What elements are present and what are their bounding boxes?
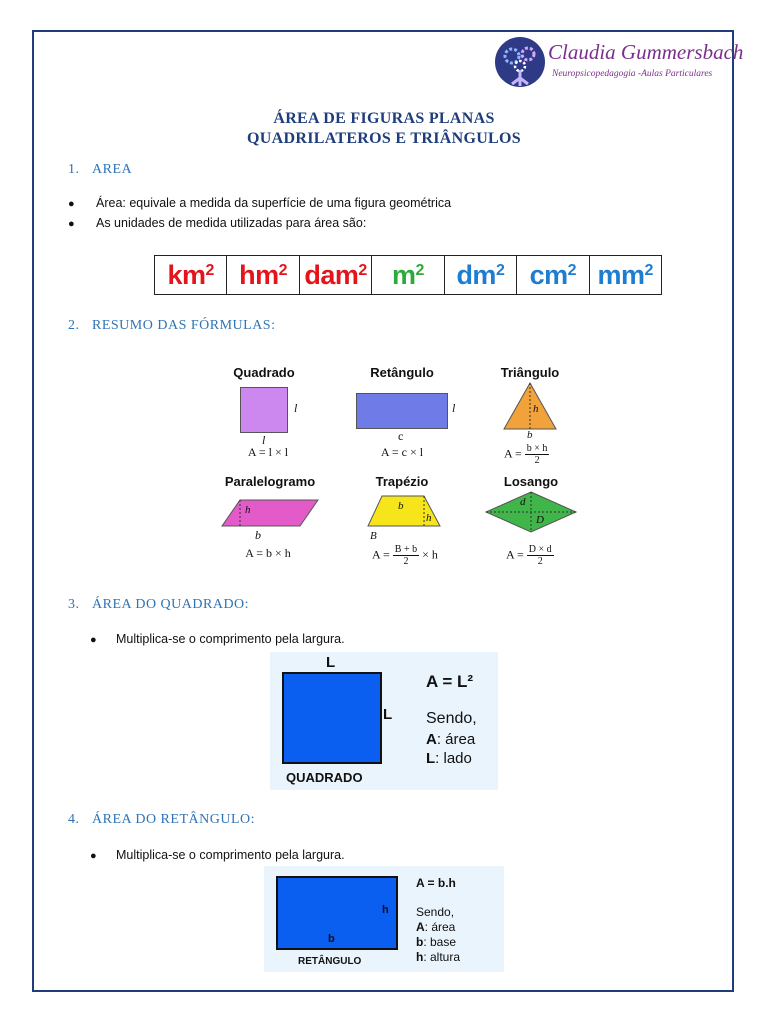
bullet-area-units: ● As unidades de medida utilizadas para área são: xyxy=(68,216,367,230)
unit-hm2: hm $^2$ xyxy=(227,256,299,294)
quadrado-label: Quadrado xyxy=(233,365,295,380)
triangulo-formula: A = $\frac{b \times h}{2}$ xyxy=(504,443,548,466)
section-4-heading: 4. ÁREA DO RETÂNGULO: xyxy=(68,812,255,827)
triangulo-shape xyxy=(500,381,560,431)
quadrado-side-label: l xyxy=(294,401,298,415)
quadrado-def-a: A: área xyxy=(426,731,476,748)
losango-d-label: d xyxy=(520,496,526,508)
losango-shape xyxy=(484,490,578,534)
retangulo-bottom-label: c xyxy=(398,429,404,443)
unit-cm2: cm $^2$ xyxy=(517,256,589,294)
unit-m2: m $^2$ xyxy=(372,256,444,294)
logo xyxy=(494,36,744,92)
retangulo-caption: RETÂNGULO xyxy=(298,956,362,967)
unit-dam2: dam $^2$ xyxy=(300,256,372,294)
trapezio-shape xyxy=(364,494,444,528)
units-table xyxy=(154,255,662,295)
formula-trapezio xyxy=(362,474,466,570)
retangulo-def-h: h: altura xyxy=(416,950,461,964)
formula-retangulo xyxy=(350,365,470,465)
bullet-quadrado: ● Multiplica-se o comprimento pela largura. xyxy=(90,632,345,646)
quadrado-shape xyxy=(240,387,288,433)
section-2-heading: 2. RESUMO DAS FÓRMULAS: xyxy=(68,318,276,333)
retangulo-def-b: b: base xyxy=(416,935,457,949)
retangulo-label: Retângulo xyxy=(370,365,434,380)
quadrado-side-label-large: L xyxy=(383,706,393,723)
triangulo-bottom-label: b xyxy=(527,429,533,441)
unit-km2: km $^2$ xyxy=(155,256,227,294)
retangulo-side-label: l xyxy=(452,401,456,415)
losango-label: Losango xyxy=(503,474,559,489)
losango-D-label: D xyxy=(536,514,544,526)
unit-dm2: dm $^2$ xyxy=(445,256,517,294)
formula-quadrado xyxy=(214,365,324,465)
triangulo-label: Triângulo xyxy=(500,365,560,380)
bullet-area-definition: ● Área: equivale a medida da superfície de uma figura geométrica xyxy=(68,196,452,210)
quadrado-def-l: L: lado xyxy=(426,750,472,767)
tree-logo-icon xyxy=(494,36,546,92)
trapezio-top-label: b xyxy=(398,500,404,512)
retangulo-formula: A = c × l xyxy=(380,445,424,459)
logo-tagline: Neuropsicopedagogia -Aulas Particulares xyxy=(552,69,713,79)
retangulo-diagram xyxy=(264,866,504,972)
formula-triangulo xyxy=(490,365,580,465)
unit-mm2: mm $^2$ xyxy=(597,259,653,290)
paralelogramo-bottom-label: b xyxy=(255,528,261,542)
quadrado-bottom-label: l xyxy=(262,433,266,447)
paralelogramo-label: Paralelogramo xyxy=(224,474,316,489)
retangulo-sendo: Sendo, xyxy=(416,905,455,919)
retangulo-base-label: b xyxy=(328,933,335,945)
paralelogramo-height-label: h xyxy=(245,504,251,516)
page-title-line1: ÁREA DE FIGURAS PLANAS xyxy=(273,110,495,127)
quadrado-diagram-shape xyxy=(282,672,382,764)
formula-paralelogramo xyxy=(210,474,334,570)
paralelogramo-formula: A = b × h xyxy=(245,546,291,560)
trapezio-height-label: h xyxy=(426,512,432,524)
bullet-retangulo: ● Multiplica-se o comprimento pela largura. xyxy=(90,848,345,862)
retangulo-diagram-shape xyxy=(276,876,398,950)
losango-formula: A = $\frac{D \times d}{2}$ xyxy=(506,544,552,567)
retangulo-area-formula: A = b.h xyxy=(416,876,456,890)
quadrado-formula: A = l × l xyxy=(247,445,289,459)
section-1-heading: 1. AREA xyxy=(68,162,133,177)
quadrado-diagram xyxy=(270,652,498,790)
retangulo-shape xyxy=(356,393,448,429)
paralelogramo-shape xyxy=(220,498,320,528)
retangulo-height-label: h xyxy=(382,904,389,916)
trapezio-bottom-label: B xyxy=(370,530,377,542)
page-title-line2: QUADRILATEROS E TRIÂNGULOS xyxy=(247,130,521,147)
logo-name: Claudia Gummersbach xyxy=(548,40,744,64)
trapezio-formula: A = $\frac{B + b}{2}$ × h xyxy=(372,544,438,567)
triangulo-height-label: h xyxy=(533,403,539,415)
quadrado-sendo: Sendo, xyxy=(426,710,477,727)
quadrado-top-label: L xyxy=(326,654,336,671)
quadrado-area-formula: A = L² xyxy=(426,672,474,691)
trapezio-label: Trapézio xyxy=(375,474,429,489)
retangulo-def-a: A: área xyxy=(416,920,456,934)
quadrado-caption: QUADRADO xyxy=(286,770,363,785)
section-3-heading: 3. ÁREA DO QUADRADO: xyxy=(68,597,250,612)
formula-losango xyxy=(484,474,584,570)
